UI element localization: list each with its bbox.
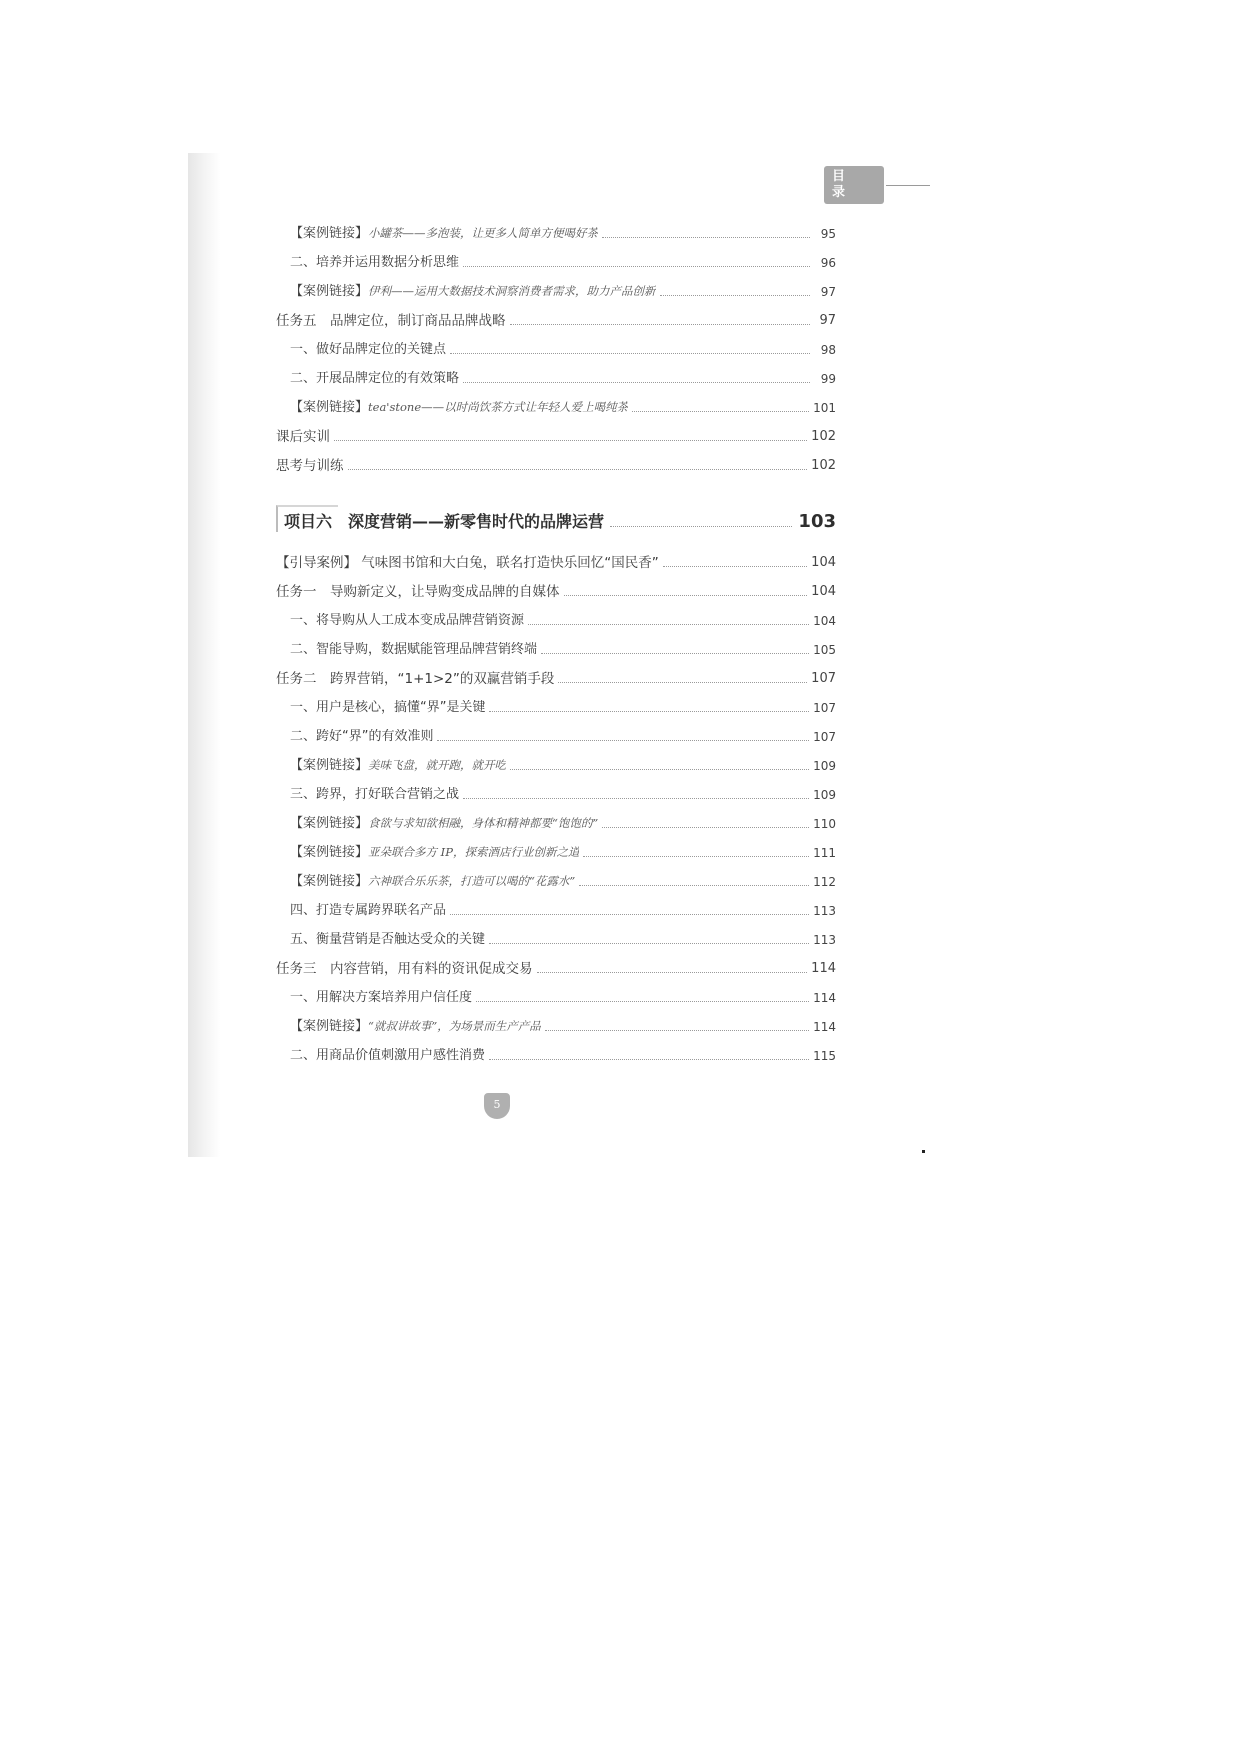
toc-entry-text: 一、用户是核心，搞懂“界”是关键 bbox=[290, 700, 486, 715]
table-of-contents bbox=[276, 213, 836, 1064]
toc-entry-page-number: 107 bbox=[813, 701, 836, 715]
toc-entry[interactable] bbox=[276, 600, 836, 629]
case-link-tag: 【案例链接】 bbox=[290, 874, 369, 889]
scan-speck bbox=[922, 1150, 925, 1153]
leader-dots bbox=[489, 711, 809, 712]
toc-entry[interactable] bbox=[276, 329, 836, 358]
toc-entry-page-number: 107 bbox=[813, 730, 836, 744]
leader-dots bbox=[437, 740, 809, 741]
toc-entry-text: 六神联合乐乐茶，打造可以喝的“花露水” bbox=[368, 874, 576, 888]
toc-entry-label bbox=[290, 700, 485, 716]
toc-entry[interactable] bbox=[276, 242, 836, 271]
toc-entry-label bbox=[276, 458, 344, 474]
leader-dots bbox=[602, 827, 809, 828]
toc-entry[interactable] bbox=[276, 213, 836, 242]
toc-entry-page-number: 109 bbox=[813, 788, 836, 802]
toc-entry-text: 二、跨好“界”的有效准则 bbox=[290, 729, 434, 744]
toc-entry-page-number: 97 bbox=[819, 313, 836, 328]
toc-entry-label bbox=[290, 225, 598, 242]
toc-entry[interactable] bbox=[276, 416, 836, 445]
project-heading-label bbox=[276, 505, 604, 532]
toc-entry-page-number: 104 bbox=[811, 555, 836, 570]
toc-entry-label bbox=[290, 903, 446, 919]
toc-entry-text: 亚朵联合多方 IP，探索酒店行业创新之道 bbox=[368, 845, 580, 859]
case-link-tag: 【案例链接】 bbox=[290, 226, 369, 241]
toc-entry[interactable] bbox=[276, 716, 836, 745]
toc-entry-label bbox=[276, 555, 659, 571]
toc-entry-page-number: 115 bbox=[813, 1049, 836, 1063]
book-page bbox=[188, 153, 930, 1157]
toc-entry-page-number: 96 bbox=[820, 256, 836, 270]
toc-entry-label bbox=[290, 371, 459, 387]
toc-entry-text: 小罐茶——多泡装，让更多人简单方便喝好茶 bbox=[368, 226, 599, 240]
toc-entry-text: 思考与训练 bbox=[276, 458, 344, 474]
toc-entry-text: 【引导案例】 气味图书馆和大白兔，联名打造快乐回忆“国民香” bbox=[276, 555, 659, 571]
toc-entry-text: 四、打造专属跨界联名产品 bbox=[290, 903, 447, 918]
toc-section-top bbox=[276, 213, 836, 474]
toc-entry-page-number: 114 bbox=[811, 961, 836, 976]
toc-entry-text: tea'stone——以时尚饮茶方式让年轻人爱上喝纯茶 bbox=[368, 400, 629, 414]
leader-dots bbox=[660, 295, 810, 296]
toc-entry-text: 美味飞盘，就开跑，就开吃 bbox=[368, 758, 507, 772]
leader-dots bbox=[610, 526, 792, 527]
toc-entry-page-number: 97 bbox=[820, 285, 836, 299]
toc-entry-label bbox=[290, 815, 598, 832]
project-heading[interactable] bbox=[276, 496, 836, 532]
project-page-number: 103 bbox=[798, 511, 836, 532]
toc-entry-page-number: 102 bbox=[811, 458, 836, 473]
toc-entry-text: 课后实训 bbox=[276, 429, 330, 445]
toc-entry-label bbox=[290, 399, 628, 416]
toc-entry-text: 任务一 导购新定义，让导购变成品牌的自媒体 bbox=[276, 584, 560, 600]
toc-entry[interactable] bbox=[276, 803, 836, 832]
toc-entry[interactable] bbox=[276, 1035, 836, 1064]
leader-dots bbox=[528, 624, 809, 625]
toc-entry-page-number: 102 bbox=[811, 429, 836, 444]
toc-entry[interactable] bbox=[276, 300, 836, 329]
leader-dots bbox=[663, 566, 807, 567]
case-link-tag: 【案例链接】 bbox=[290, 758, 369, 773]
leader-dots bbox=[632, 411, 809, 412]
toc-entry-text: 伊利——运用大数据技术洞察消费者需求，助力产品创新 bbox=[368, 284, 656, 298]
toc-entry-label bbox=[290, 787, 459, 803]
toc-entry-text: 五、衡量营销是否触达受众的关键 bbox=[290, 932, 486, 947]
toc-entry-page-number: 104 bbox=[811, 584, 836, 599]
toc-entry-page-number: 99 bbox=[820, 372, 836, 386]
leader-dots bbox=[558, 682, 807, 683]
page-binding-shadow bbox=[188, 153, 220, 1157]
toc-entry-page-number: 111 bbox=[813, 846, 836, 860]
toc-entry-text: 一、做好品牌定位的关键点 bbox=[290, 342, 447, 357]
toc-entry-page-number: 105 bbox=[813, 643, 836, 657]
leader-dots bbox=[579, 885, 809, 886]
leader-dots bbox=[463, 266, 810, 267]
toc-entry[interactable] bbox=[276, 861, 836, 890]
toc-entry-text: 二、开展品牌定位的有效策略 bbox=[290, 371, 460, 386]
leader-dots bbox=[545, 1030, 809, 1031]
leader-dots bbox=[476, 1001, 809, 1002]
toc-entry-text: 二、智能导购，数据赋能管理品牌营销终端 bbox=[290, 642, 538, 657]
toc-entry-text: 三、跨界，打好联合营销之战 bbox=[290, 787, 460, 802]
toc-entry-page-number: 98 bbox=[820, 343, 836, 357]
toc-entry-page-number: 109 bbox=[813, 759, 836, 773]
toc-entry-text: 任务二 跨界营销，“1+1>2”的双赢营销手段 bbox=[276, 671, 555, 687]
toc-entry-label bbox=[290, 844, 579, 861]
toc-entry-text: 二、培养并运用数据分析思维 bbox=[290, 255, 460, 270]
toc-entry-page-number: 112 bbox=[813, 875, 836, 889]
toc-entry-text: “就叔讲故事”，为场景而生产产品 bbox=[368, 1019, 541, 1033]
toc-entry[interactable] bbox=[276, 571, 836, 600]
toc-entry-label bbox=[290, 990, 472, 1006]
leader-dots bbox=[463, 382, 810, 383]
toc-section-bottom bbox=[276, 542, 836, 1064]
leader-dots bbox=[489, 1059, 809, 1060]
toc-entry-page-number: 107 bbox=[811, 671, 836, 686]
toc-entry-label bbox=[290, 283, 656, 300]
toc-entry-label bbox=[276, 961, 533, 977]
toc-entry-text: 任务五 品牌定位，制订商品品牌战略 bbox=[276, 313, 506, 329]
toc-entry-label bbox=[290, 1018, 541, 1035]
toc-entry-label bbox=[290, 1048, 485, 1064]
leader-dots bbox=[463, 798, 809, 799]
leader-dots bbox=[583, 856, 809, 857]
case-link-tag: 【案例链接】 bbox=[290, 845, 369, 860]
toc-entry[interactable] bbox=[276, 658, 836, 687]
toc-entry[interactable] bbox=[276, 977, 836, 1006]
page-number-badge: 5 bbox=[484, 1093, 510, 1119]
leader-dots bbox=[541, 653, 809, 654]
case-link-tag: 【案例链接】 bbox=[290, 816, 369, 831]
leader-dots bbox=[334, 440, 807, 441]
toc-entry-page-number: 113 bbox=[813, 904, 836, 918]
leader-dots bbox=[489, 943, 809, 944]
toc-entry-label bbox=[290, 642, 537, 658]
header-rule bbox=[886, 185, 930, 186]
leader-dots bbox=[537, 972, 808, 973]
toc-entry-text: 二、用商品价值刺激用户感性消费 bbox=[290, 1048, 486, 1063]
leader-dots bbox=[450, 353, 810, 354]
toc-entry[interactable] bbox=[276, 745, 836, 774]
case-link-tag: 【案例链接】 bbox=[290, 284, 369, 299]
toc-entry[interactable] bbox=[276, 445, 836, 474]
leader-dots bbox=[564, 595, 808, 596]
toc-entry[interactable] bbox=[276, 832, 836, 861]
toc-entry-label bbox=[290, 873, 575, 890]
case-link-tag: 【案例链接】 bbox=[290, 1019, 369, 1034]
leader-dots bbox=[450, 914, 809, 915]
toc-entry-label bbox=[276, 313, 506, 329]
toc-entry-page-number: 101 bbox=[813, 401, 836, 415]
toc-entry-label bbox=[276, 584, 560, 600]
leader-dots bbox=[348, 469, 808, 470]
toc-entry-label bbox=[290, 255, 459, 271]
toc-entry-label bbox=[276, 671, 554, 687]
toc-entry[interactable] bbox=[276, 687, 836, 716]
toc-entry[interactable] bbox=[276, 1006, 836, 1035]
toc-entry-page-number: 113 bbox=[813, 933, 836, 947]
toc-entry[interactable] bbox=[276, 358, 836, 387]
toc-entry-text: 任务三 内容营销，用有料的资讯促成交易 bbox=[276, 961, 533, 977]
toc-entry[interactable] bbox=[276, 542, 836, 571]
toc-entry-text: 一、将导购从人工成本变成品牌营销资源 bbox=[290, 613, 525, 628]
toc-entry[interactable] bbox=[276, 948, 836, 977]
toc-entry[interactable] bbox=[276, 774, 836, 803]
toc-entry-label bbox=[290, 932, 485, 948]
toc-entry[interactable] bbox=[276, 629, 836, 658]
toc-entry-label bbox=[276, 429, 330, 445]
toc-entry-page-number: 114 bbox=[813, 1020, 836, 1034]
toc-entry-page-number: 110 bbox=[813, 817, 836, 831]
project-title: 深度营销——新零售时代的品牌运营 bbox=[348, 512, 605, 531]
toc-entry[interactable] bbox=[276, 919, 836, 948]
toc-entry-text: 一、用解决方案培养用户信任度 bbox=[290, 990, 473, 1005]
toc-entry-page-number: 95 bbox=[820, 227, 836, 241]
toc-entry-page-number: 114 bbox=[813, 991, 836, 1005]
leader-dots bbox=[510, 324, 811, 325]
toc-entry-label bbox=[290, 757, 506, 774]
toc-entry[interactable] bbox=[276, 890, 836, 919]
leader-dots bbox=[602, 237, 810, 238]
toc-entry-page-number: 104 bbox=[813, 614, 836, 628]
contents-header-label: 目 录 bbox=[824, 166, 884, 204]
toc-entry-label bbox=[290, 613, 524, 629]
toc-entry[interactable] bbox=[276, 271, 836, 300]
case-link-tag: 【案例链接】 bbox=[290, 400, 369, 415]
contents-header bbox=[824, 169, 930, 200]
toc-entry-label bbox=[290, 342, 446, 358]
toc-entry-text: 食欲与求知欲相融，身体和精神都要“饱饱的” bbox=[368, 816, 599, 830]
leader-dots bbox=[510, 769, 809, 770]
toc-entry[interactable] bbox=[276, 387, 836, 416]
project-number: 项目六 bbox=[276, 505, 338, 532]
toc-entry-label bbox=[290, 729, 433, 745]
